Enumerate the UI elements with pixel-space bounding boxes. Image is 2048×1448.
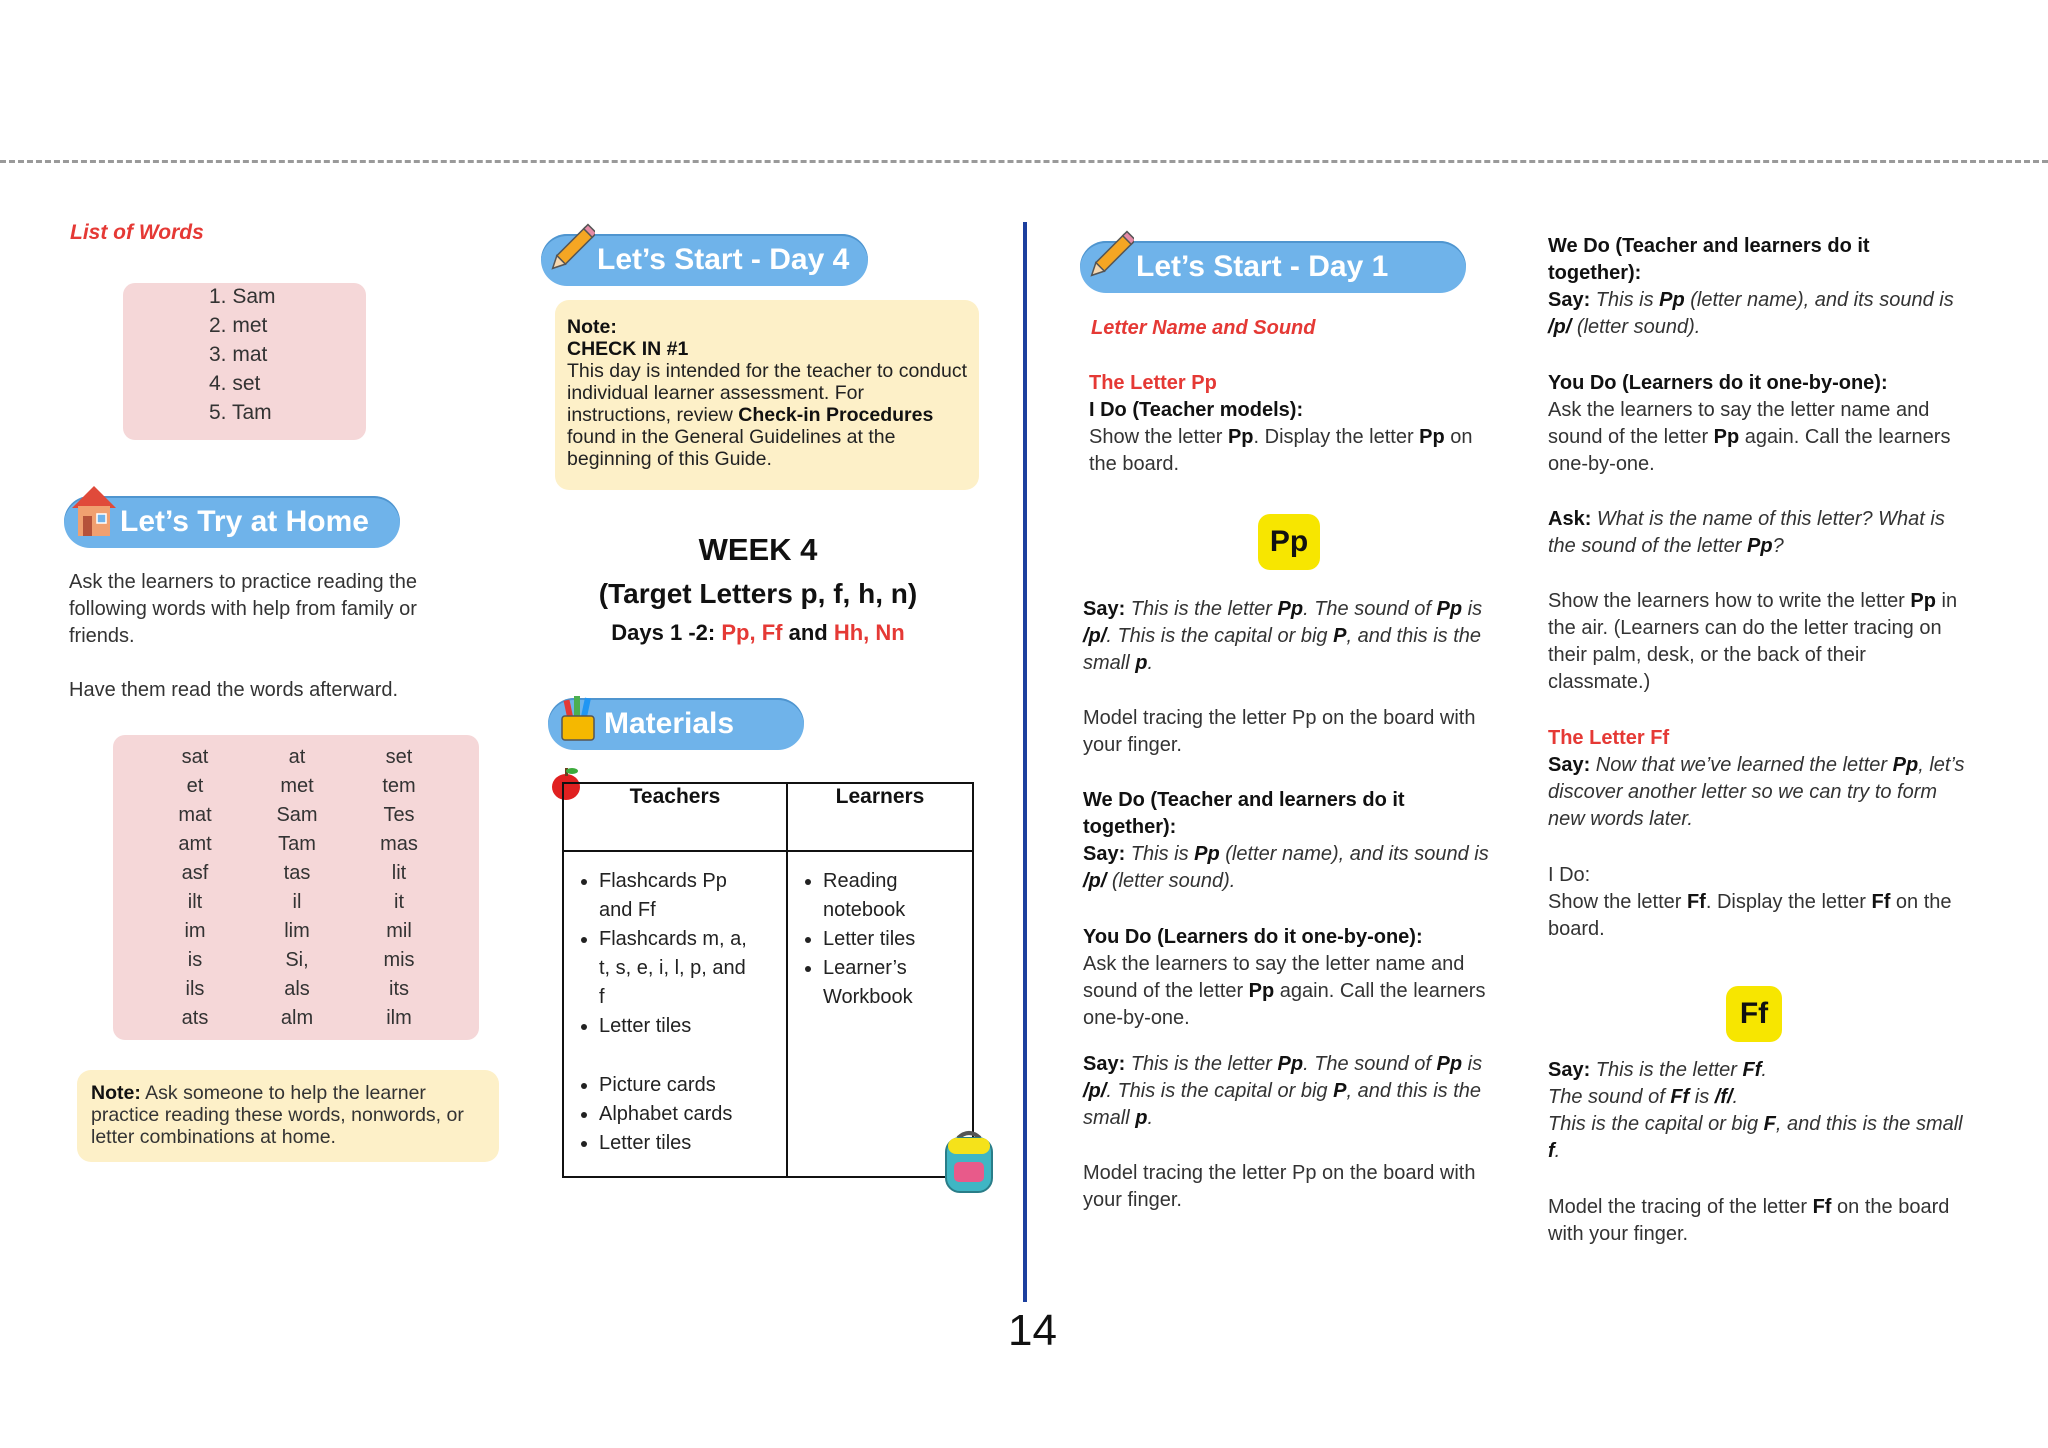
word-list [123,282,366,427]
practice-word: ilm [386,1007,412,1029]
material-item: • Alphabet cards [599,1100,749,1129]
practice-word: amt [178,833,212,855]
we2-say-sound: /p/ [1548,316,1572,338]
target-letters: (Target Letters p, f, h, n) [598,578,918,609]
practice-word: sat [181,746,209,768]
practice-word: Tes [383,804,415,826]
we2-say-b: (letter name), and its sound is [1684,289,1954,311]
ff-say2-label: Say: [1548,1059,1591,1081]
ff-say2-e: , and this is the small [1775,1113,1963,1135]
ff-say-label: Say: [1548,754,1591,776]
practice-word: mil [386,920,412,942]
say2-text-b: . The sound of [1303,1053,1437,1075]
practice-word: lit [391,862,407,884]
practice-word: il [292,891,302,913]
say2-pp: Pp [1277,1053,1304,1075]
teachers-materials-cell [563,851,787,1177]
say2-text-c: is [1462,1053,1483,1075]
check-in-procedures: Check-in Procedures [738,404,934,426]
practice-word: ats [181,1007,209,1029]
days-and: and [782,620,834,645]
cap-p: P [1333,625,1347,647]
show-write-pp: Pp [1910,590,1936,612]
practice-word: asf [181,862,209,884]
pp-we-do-block [1083,787,1503,895]
pp-you-do-block [1083,924,1503,1032]
practice-word: at [288,746,306,768]
show-letter-pp-text [1089,424,1489,478]
try-home-para-2: Have them read the words afterward. [69,679,399,701]
show-pp: Pp [1227,426,1254,448]
show-pp-2: Pp [1419,426,1445,448]
days-letters-1: Pp, Ff [721,620,783,645]
practice-word: mis [383,949,415,971]
pp-say-block-2: Say: This is the letter Pp. The sound of Pp is /p/. This is the capital or big P, and this is the small p. [1083,1053,1483,1129]
say-text-d: . This is the capital or big [1106,625,1334,647]
you-do-label-2: You Do (Learners do it one-by-one): [1548,372,1888,394]
say-label-2: Say: [1083,1053,1126,1075]
show-write-a: Show the learners how to write the letter [1548,590,1911,612]
ask-pp: Pp [1747,535,1773,557]
home-note-label: Note: [91,1082,141,1104]
letter-name-sound-subtitle: Letter Name and Sound [1091,317,1316,339]
you-do-text-a: Ask the learners to say the letter name and sound of the letter [1083,953,1465,1002]
show-b: . Display the letter [1253,426,1420,448]
show-write-block [1548,588,1968,696]
ff-say2-ff-2: Ff [1670,1086,1690,1108]
material-item: • Flashcards m, a, t, s, e, i, l, p, and f [599,925,749,1012]
we-say-a: This is [1125,843,1195,865]
say-text-e: , and this is the small [1083,625,1481,674]
days-target-line [540,620,976,646]
say-pp-2: Pp [1436,598,1463,620]
show-ff: Ff [1686,891,1706,913]
say2-text-a: This is the letter [1125,1053,1278,1075]
ff-say2-ff: Ff [1742,1059,1762,1081]
say-text-c: is [1462,598,1483,620]
you2-do-text-b: again. Call the learners one-by-one. [1548,426,1951,475]
we-say-label: Say: [1083,843,1126,865]
lets-start-day1-title: Let’s Start - Day 1 [1136,250,1389,283]
ff-say2-b: The sound of [1548,1086,1671,1108]
pencil-icon [1086,227,1134,287]
page-number: 14 [1008,1306,1057,1355]
we-say-c: (letter sound). [1106,870,1236,892]
material-item: • Flashcards Pp and Ff [599,867,749,925]
pp-model-2: Model tracing the letter Pp on the board with your finger. [1083,1162,1476,1211]
materials-header [548,698,804,750]
ff-say-pp: Pp [1892,754,1919,776]
practice-word: met [280,775,314,797]
we2-say-a: This is [1590,289,1660,311]
ff-say2-d: This is the capital or big [1548,1113,1764,1135]
learners-column-header: Learners [787,783,973,851]
say2-text-d: . This is the capital or big [1106,1080,1334,1102]
pp-say-block-1: Say: This is the letter Pp. The sound of Pp is /p/. This is the capital or big P, and this is the small p. [1083,598,1483,674]
small-p: p [1135,652,1148,674]
say2-cap-p: P [1333,1080,1347,1102]
practice-word: Si, [285,949,309,971]
practice-word: mas [380,833,418,855]
teachers-materials-list [565,867,749,1158]
ff-say-block: Say: This is the letter Ff. The sound of Ff is /f/. This is the capital or big F, and this is the small f. [1548,1059,1963,1162]
practice-word: alm [280,1007,314,1029]
days-label: Days 1 -2: [611,620,722,645]
material-item: • Letter tiles [599,1129,749,1158]
ff-say2-a: This is the letter [1590,1059,1743,1081]
learners-materials-list [789,867,933,1012]
list-of-words-label: List of Words [70,221,204,244]
letter-pp-intro [1089,370,1489,478]
pencil-cup-icon [554,684,602,744]
practice-word: als [284,978,310,1000]
week-title: WEEK 4 [698,532,818,567]
material-item: • Picture cards [599,1071,749,1100]
word-list-box [123,283,366,440]
word-list-item: 3. mat [209,343,268,366]
letter-pp-badge: Pp [1258,514,1320,570]
practice-word: im [184,920,206,942]
we-say-pp: Pp [1194,843,1220,865]
say2-sound: /p/ [1083,1080,1107,1102]
material-item: • Letter tiles [599,1012,749,1041]
home-note-box [77,1070,499,1162]
we-say-sound: /p/ [1083,870,1107,892]
ff-i-do-label: I Do: [1548,864,1591,886]
lets-try-at-home-header [64,496,400,548]
practice-word: mat [178,804,212,826]
ask-block [1548,506,1968,560]
lets-start-day4-title: Let’s Start - Day 4 [597,243,850,276]
we2-say-pp: Pp [1659,289,1685,311]
try-home-instructions [69,569,469,704]
ff-say-b: , let’s discover another letter so we can try to form new words later. [1548,754,1965,830]
material-item: • Learner’s Workbook [823,954,933,1012]
practice-word: set [385,746,413,768]
cap-f: F [1763,1113,1776,1135]
ask-text-b: ? [1772,535,1784,557]
material-item: • Letter tiles [823,925,933,954]
model-ff-a: Model the tracing of the letter [1548,1196,1813,1218]
we2-say-c: (letter sound). [1571,316,1701,338]
center-vertical-divider [1023,222,1027,1302]
practice-word: its [389,978,409,1000]
practice-word: Sam [276,804,318,826]
practice-word-grid [144,743,479,1033]
ask-text-a: What is the name of this letter? What is the sound of the letter [1548,508,1945,557]
model-ff: Ff [1812,1196,1832,1218]
lets-start-day1-header [1080,241,1466,293]
show-ff-a: Show the letter [1548,891,1687,913]
check-in-note-box [555,300,979,490]
ff-say2-c: is [1689,1086,1715,1108]
letter-pp-heading: The Letter Pp [1089,372,1217,394]
word-list-item: 4. set [209,372,261,395]
letter-ff-heading: The Letter Ff [1548,727,1670,749]
days-letters-2: Hh, Nn [833,620,905,645]
we-do-label-2: We Do (Teacher and learners do it together): [1548,235,1870,284]
home-note-text: Ask someone to help the learner practice reading these words, nonwords, or letter combinations at home. [91,1082,464,1148]
you2-do-pp: Pp [1713,426,1740,448]
say2-text-e: , and this is the small [1083,1080,1481,1129]
show-a: Show the letter [1089,426,1228,448]
say-text-a: This is the letter [1125,598,1278,620]
you2-do-text-a: Ask the learners to say the letter name and sound of the letter [1548,399,1930,448]
show-ff-2: Ff [1871,891,1891,913]
check-in-note-label: Note: [567,316,617,338]
you-do-text-b: again. Call the learners one-by-one. [1083,980,1486,1029]
materials-table [562,782,974,1178]
practice-word: tas [283,862,311,884]
check-in-text-b: found in the General Guidelines at the beginning of this Guide. [567,426,896,470]
check-in-text-a: This day is intended for the teacher to conduct individual learner assessment. For instructions, review [567,360,967,426]
sound-p: /p/ [1083,625,1107,647]
ff-model-block [1548,1194,1968,1248]
say2-small-p: p [1135,1107,1148,1129]
we-say-b: (letter name), and its sound is [1219,843,1489,865]
small-f: f [1548,1140,1555,1162]
lets-try-at-home-title: Let’s Try at Home [120,505,369,538]
materials-title: Materials [604,707,735,740]
sound-f: /f/ [1714,1086,1733,1108]
you-do-label: You Do (Learners do it one-by-one): [1083,926,1423,948]
ask-label: Ask: [1548,508,1592,530]
letter-ff-block [1548,725,1968,833]
material-item: • Reading notebook [823,867,933,925]
backpack-icon [940,1128,998,1194]
practice-word: is [187,949,203,971]
word-list-item: 2. met [209,314,268,337]
ff-say-a: Now that we’ve learned the letter [1590,754,1893,776]
practice-word: tem [382,775,416,797]
show-c: on the board. [1089,426,1473,475]
show-ff-c: on the board. [1548,891,1952,940]
word-list-item: 5. Tam [209,401,272,424]
pencil-icon [547,220,595,280]
you-do-pp: Pp [1248,980,1275,1002]
lets-start-day4-header [541,234,868,286]
practice-word: ilt [187,891,203,913]
practice-word: ils [185,978,205,1000]
practice-word: et [186,775,204,797]
we-do-label: We Do (Teacher and learners do it together): [1083,789,1405,838]
practice-word: lim [284,920,310,942]
show-write-b: in the air. (Learners can do the letter tracing on their palm, desk, or the back of their classmate.) [1548,590,1958,693]
pp-you-do-block-2 [1548,370,1968,478]
say-text-b: . The sound of [1303,598,1437,620]
practice-word-grid-box [113,735,479,1040]
show-ff-b: . Display the letter [1705,891,1872,913]
try-home-para-1: Ask the learners to practice reading the following words with help from family or friends. [69,571,417,647]
letter-ff-badge: Ff [1726,986,1782,1042]
word-list-item: 1. Sam [209,285,276,308]
say-pp: Pp [1277,598,1304,620]
house-icon [70,482,118,542]
pp-we-do-block-2 [1548,233,1968,341]
say-label: Say: [1083,598,1126,620]
ff-i-do-block [1548,862,1968,943]
practice-word: Tam [278,833,316,855]
say2-pp-2: Pp [1436,1053,1463,1075]
i-do-label: I Do (Teacher models): [1089,399,1304,421]
practice-word: it [394,891,404,913]
we-say-label-2: Say: [1548,289,1591,311]
top-dashed-divider [0,160,2048,163]
pp-model-1: Model tracing the letter Pp on the board with your finger. [1083,707,1476,756]
check-in-title: CHECK IN #1 [567,338,689,360]
model-ff-b: on the board with your finger. [1548,1196,1950,1245]
teachers-column-header: Teachers [563,783,787,851]
